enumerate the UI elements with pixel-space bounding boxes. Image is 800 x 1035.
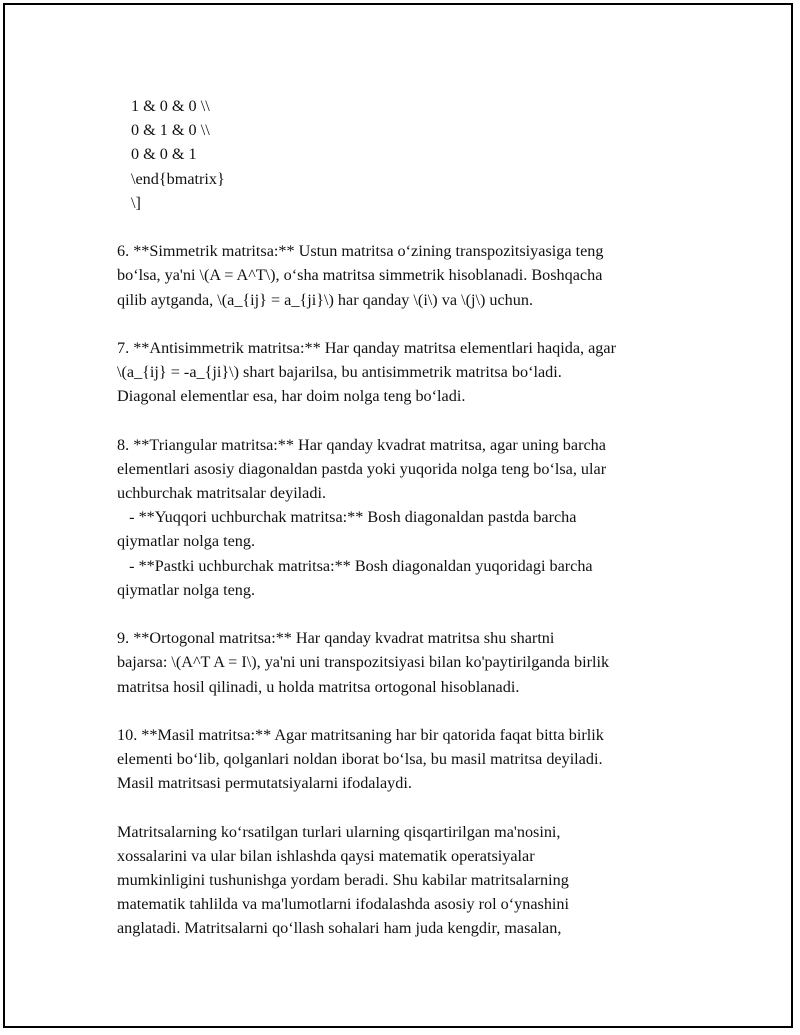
text-line: matematik tahlilda va ma'lumotlarni ifodalashda asosiy rol o‘ynashini: [117, 895, 570, 914]
text-line: matritsa hosil qilinadi, u holda matritsa ortogonal hisoblanadi.: [117, 677, 520, 696]
text-line: Diagonal elementlar esa, har doim nolga teng bo‘ladi.: [117, 387, 466, 406]
text-line: \(a_{ij} = -a_{ji}\) shart bajarilsa, bu antisimmetrik matritsa bo‘ladi.: [117, 363, 562, 382]
text-line: anglatadi. Matritsalarni qo‘llash sohalari ham juda kengdir, masalan,: [117, 919, 562, 938]
text-line: 0 & 0 & 1: [131, 145, 197, 164]
text-line: 10. **Masil matritsa:** Agar matritsaning har bir qatorida faqat bitta birlik: [117, 725, 604, 744]
document-body: [117, 94, 697, 941]
text-line: \]: [131, 193, 141, 212]
text-line: qiymatlar nolga teng.: [117, 580, 256, 599]
text-line: elementlari asosiy diagonaldan pastda yoki yuqorida nolga teng bo‘lsa, ular: [117, 459, 607, 478]
paragraph-matrix-code: [117, 94, 697, 215]
text-line: 0 & 1 & 0 \\: [131, 121, 210, 140]
text-line: - **Pastki uchburchak matritsa:** Bosh diagonaldan yuqoridagi barcha: [117, 556, 593, 575]
text-line: 8. **Triangular matritsa:** Har qanday kvadrat matritsa, agar uning barcha: [117, 435, 606, 454]
paragraph-item-6: [117, 239, 697, 312]
paragraph-gap: [117, 795, 697, 819]
text-line: 7. **Antisimmetrik matritsa:** Har qanday matritsa elementlari haqida, agar: [117, 338, 616, 357]
text-line: Matritsalarning ko‘rsatilgan turlari ularning qisqartirilgan ma'nosini,: [117, 822, 561, 841]
text-line: - **Yuqqori uchburchak matritsa:** Bosh diagonaldan pastda barcha: [117, 508, 577, 527]
paragraph-item-8: [117, 433, 697, 602]
text-line: uchburchak matritsalar deyiladi.: [117, 484, 327, 502]
text-line: qilib aytganda, \(a_{ij} = a_{ji}\) har qanday \(i\) va \(j\) uchun.: [117, 290, 533, 309]
text-line: 9. **Ortogonal matritsa:** Har qanday kvadrat matritsa shu shartni: [117, 629, 555, 648]
paragraph-gap: [117, 215, 697, 239]
paragraph-gap: [117, 408, 697, 432]
text-line: Masil matritsasi permutatsiyalarni ifodalaydi.: [117, 774, 412, 793]
text-line: bajarsa: \(A^T A = I\), ya'ni uni transpozitsiyasi bilan ko'paytirilganda birlik: [117, 653, 610, 672]
text-line: xossalarini va ular bilan ishlashda qaysi matematik operatsiyalar: [117, 846, 535, 865]
paragraph-gap: [117, 699, 697, 723]
text-line: qiymatlar nolga teng.: [117, 532, 256, 551]
paragraph-item-10: [117, 723, 697, 796]
paragraph-item-9: [117, 626, 697, 699]
text-line: mumkinligini tushunishga yordam beradi. Shu kabilar matritsalarning: [117, 871, 569, 889]
paragraph-item-7: [117, 336, 697, 409]
text-line: elementi bo‘lib, qolganlari noldan iborat bo‘lsa, bu masil matritsa deyiladi.: [117, 750, 603, 769]
paragraph-conclusion: [117, 820, 697, 941]
text-line: \end{bmatrix}: [131, 169, 225, 188]
paragraph-gap: [117, 312, 697, 336]
text-line: 6. **Simmetrik matritsa:** Ustun matritsa o‘zining transpozitsiyasiga teng: [117, 242, 604, 261]
text-line: 1 & 0 & 0 \\: [131, 97, 210, 115]
text-line: bo‘lsa, ya'ni \(A = A^T\), o‘sha matritsa simmetrik hisoblanadi. Boshqacha: [117, 266, 603, 285]
paragraph-gap: [117, 602, 697, 626]
